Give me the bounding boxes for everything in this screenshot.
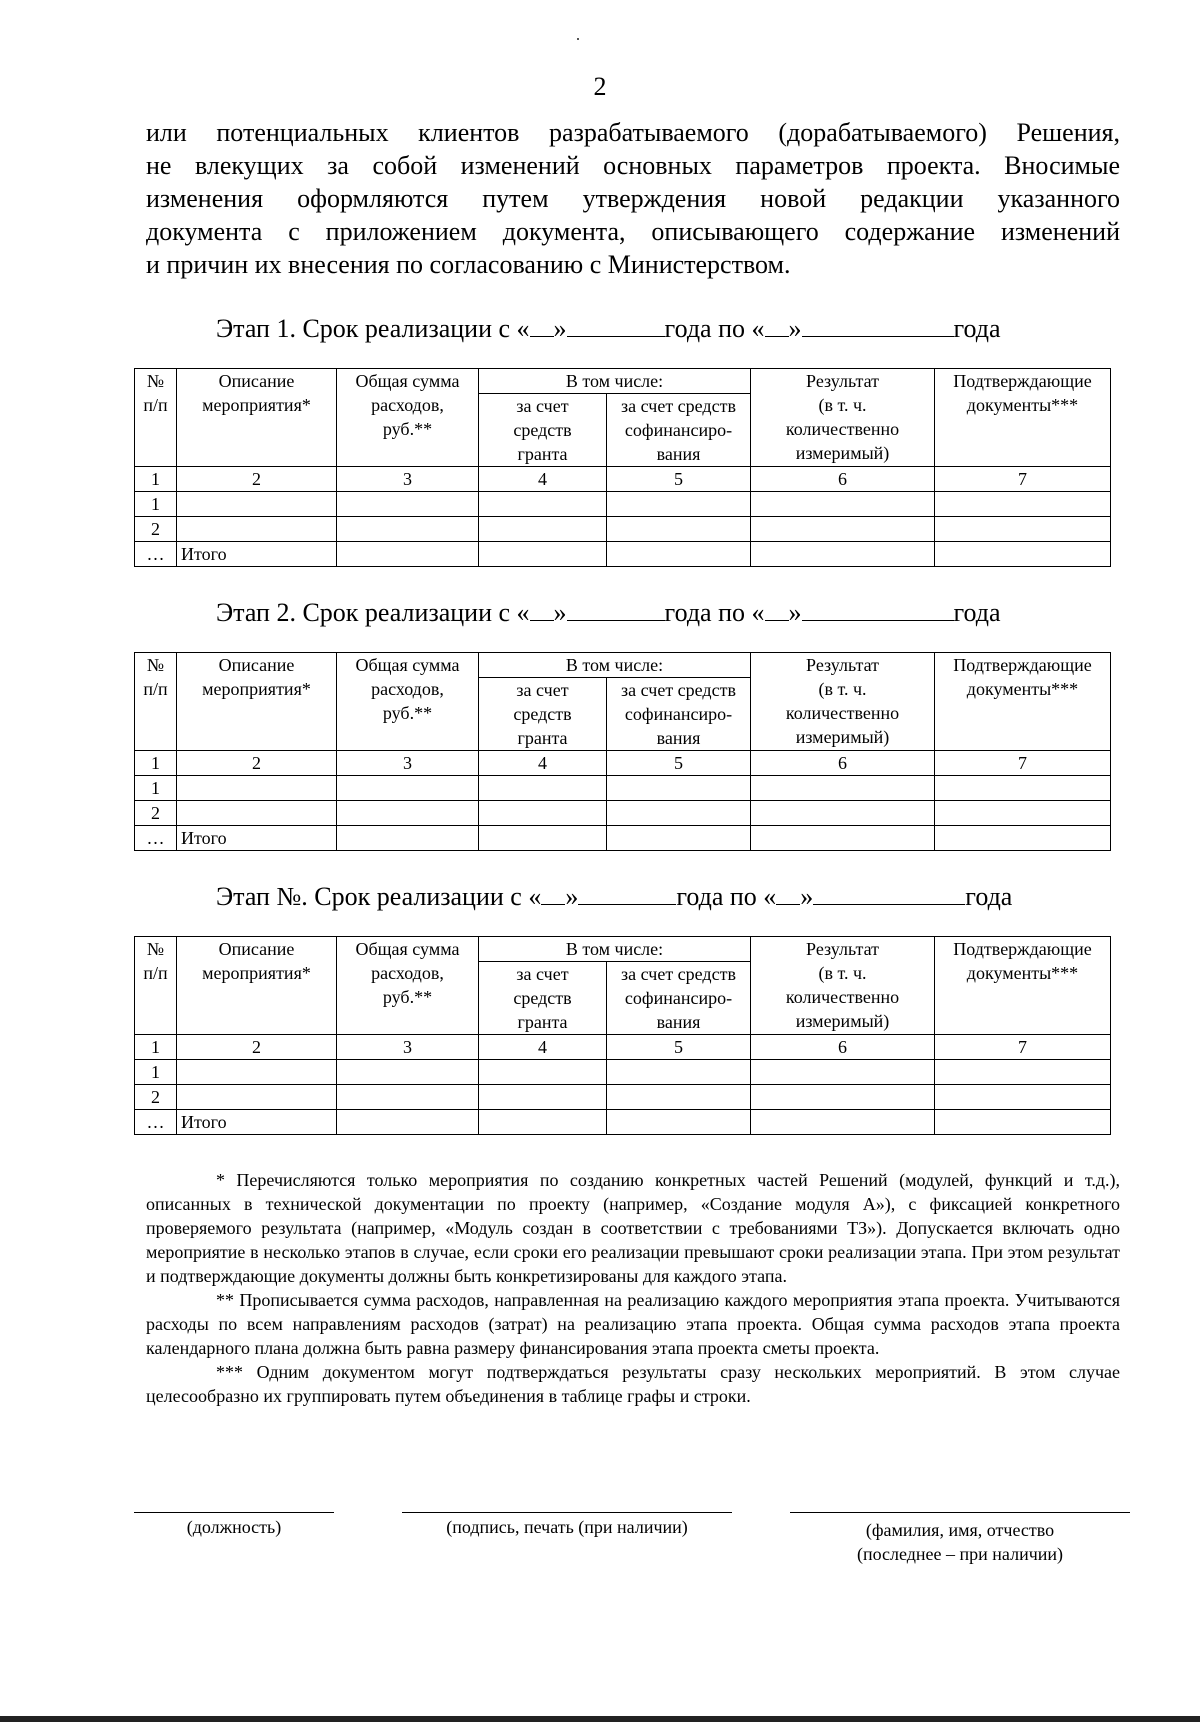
total-row: … Итого [135, 826, 1111, 851]
header-description: Описание мероприятия* [177, 653, 337, 751]
position-line [134, 1512, 334, 1513]
footnote-1: * Перечисляются только мероприятия по созданию конкретных частей Решений (модулей, функций и т.д.), описанных в технической документации по проекту (например, «Создание модуля А»), с фиксацией конкретного проверяемого результата (например, «Модуль создан в соответствии с требованиями ТЗ»). Допускается включать одно мероприятие в несколько этапов в случае, если сроки его реализации превышают сроки реализации этапа. При этом результат и подтверждающие документы должны быть конкретизированы для каждого этапа. [146, 1170, 1120, 1286]
header-result: Результат (в т. ч. количественно измеримый) [751, 937, 935, 1035]
table-row: 2 [135, 1085, 1111, 1110]
header-result: Результат (в т. ч. количественно измеримый) [751, 369, 935, 467]
header-no: № п/п [135, 369, 177, 467]
month-blank [567, 314, 665, 337]
header-no: № п/п [135, 937, 177, 1035]
header-grant: за счет средств гранта [479, 394, 607, 467]
stage-2-table [134, 652, 1111, 851]
day-blank [541, 882, 565, 905]
stage-1-title: Этап 1. Срок реализации с « » года по « » года [216, 314, 1001, 343]
day-blank [765, 314, 789, 337]
stage-2-title: Этап 2. Срок реализации с « » года по « » года [216, 598, 1001, 627]
month-blank [802, 598, 954, 621]
total-row: … Итого [135, 1110, 1111, 1135]
day-blank [530, 598, 554, 621]
scan-speck [577, 38, 579, 40]
header-description: Описание мероприятия* [177, 369, 337, 467]
header-documents: Подтверждающие документы*** [935, 653, 1111, 751]
footnote-2: ** Прописывается сумма расходов, направленная на реализацию каждого мероприятия этапа проекта. Учитываются расходы по всем направлениям расходов (затрат) на реализацию этапа проекта. Общая сумма расходов этапа проекта календарного плана должна быть равна размеру финансирования этапа проекта сметы проекта. [146, 1290, 1120, 1358]
header-total-sum: Общая сумма расходов, руб.** [337, 653, 479, 751]
header-cofinancing: за счет средств софинансиро- вания [607, 678, 751, 751]
stage-n-table [134, 936, 1111, 1135]
column-number-row: 1 2 3 4 5 6 7 [135, 1035, 1111, 1060]
intro-line: изменения оформляются путем утверждения новой редакции указанного [146, 184, 1120, 213]
signature-label: (подпись, печать (при наличии) [446, 1517, 688, 1537]
header-description: Описание мероприятия* [177, 937, 337, 1035]
column-number-row: 1 2 3 4 5 6 7 [135, 467, 1111, 492]
column-number-row: 1 2 3 4 5 6 7 [135, 751, 1111, 776]
header-including: В том числе: [479, 937, 751, 962]
intro-line: и причин их внесения по согласованию с Министерством. [146, 250, 791, 279]
stage-n-title: Этап №. Срок реализации с « » года по « » года [216, 882, 1013, 911]
day-blank [765, 598, 789, 621]
name-label: (фамилия, имя, отчество (последнее – при наличии) [856, 1520, 1064, 1564]
name-line [790, 1512, 1130, 1513]
table-row: 2 [135, 517, 1111, 542]
position-label: (должность) [186, 1517, 282, 1537]
header-grant: за счет средств гранта [479, 678, 607, 751]
header-cofinancing: за счет средств софинансиро- вания [607, 394, 751, 467]
header-including: В том числе: [479, 369, 751, 394]
intro-line: документа с приложением документа, описывающего содержание изменений [146, 217, 1120, 246]
header-grant: за счет средств гранта [479, 962, 607, 1035]
month-blank [578, 882, 676, 905]
intro-paragraph [146, 116, 1120, 281]
scan-bottom-edge [0, 1716, 1200, 1722]
day-blank [776, 882, 800, 905]
page-number: 2 [593, 72, 607, 101]
table-row: 1 [135, 492, 1111, 517]
footnote-3: *** Одним документом могут подтверждаться результаты сразу нескольких мероприятий. В этом случае целесообразно их группировать путем объединения в таблице графы и строки. [146, 1362, 1120, 1406]
month-blank [802, 314, 954, 337]
stage-1-table [134, 368, 1111, 567]
header-no: № п/п [135, 653, 177, 751]
header-result: Результат (в т. ч. количественно измеримый) [751, 653, 935, 751]
header-total-sum: Общая сумма расходов, руб.** [337, 369, 479, 467]
day-blank [530, 314, 554, 337]
header-documents: Подтверждающие документы*** [935, 369, 1111, 467]
header-total-sum: Общая сумма расходов, руб.** [337, 937, 479, 1035]
intro-line: или потенциальных клиентов разрабатываемого (дорабатываемого) Решения, [146, 118, 1120, 147]
table-row: 1 [135, 776, 1111, 801]
header-cofinancing: за счет средств софинансиро- вания [607, 962, 751, 1035]
signature-line [402, 1512, 732, 1513]
total-row: … Итого [135, 542, 1111, 567]
header-including: В том числе: [479, 653, 751, 678]
table-row: 2 [135, 801, 1111, 826]
month-blank [813, 882, 965, 905]
intro-line: не влекущих за собой изменений основных параметров проекта. Вносимые [146, 151, 1120, 180]
table-row: 1 [135, 1060, 1111, 1085]
footnotes [146, 1168, 1120, 1408]
header-documents: Подтверждающие документы*** [935, 937, 1111, 1035]
month-blank [567, 598, 665, 621]
